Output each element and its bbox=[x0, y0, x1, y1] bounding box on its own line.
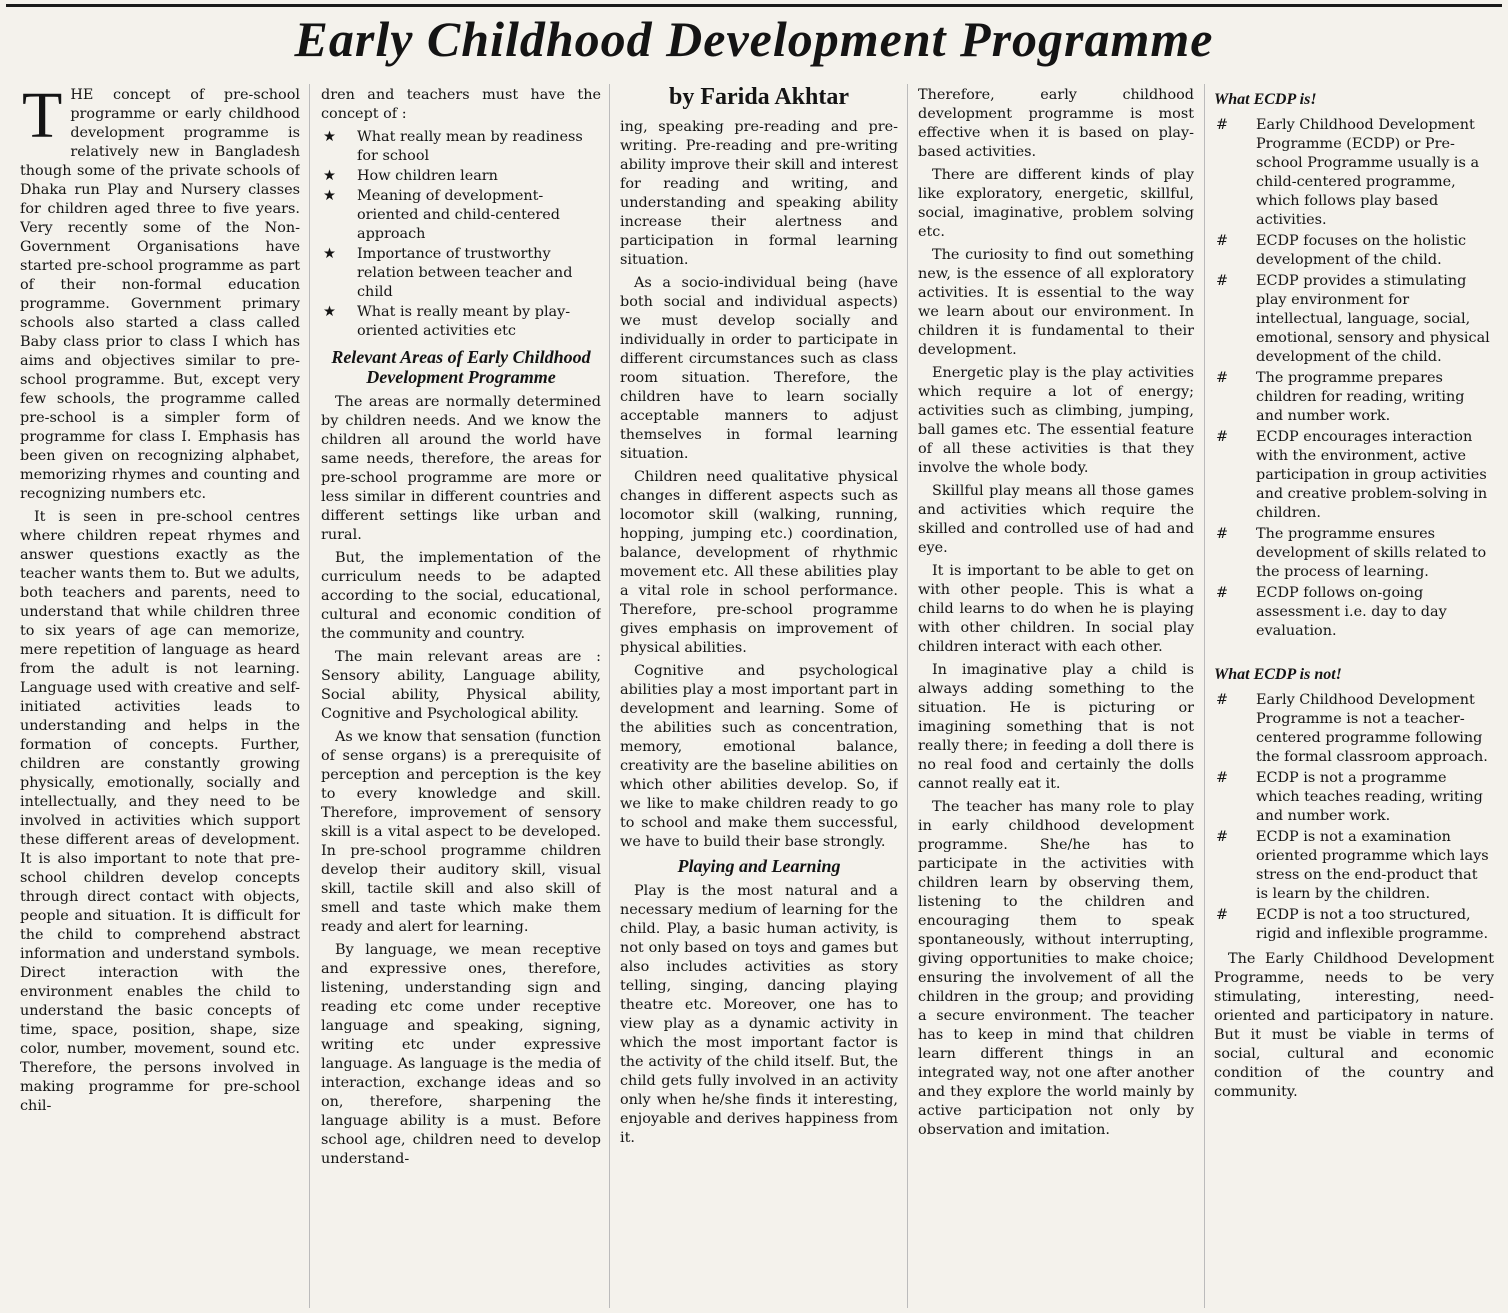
paragraph: ing, speaking pre-reading and pre-writing. Pre-reading and pre-writing ability improve their skill and interest for reading and writing, and understanding and speaking ability increase their alertness and participation in formal learning situation. bbox=[620, 119, 898, 268]
list-item-text: Importance of trustworthy relation between teacher and child bbox=[357, 246, 573, 300]
hash-bullet-icon: # bbox=[1216, 585, 1229, 601]
concept-list bbox=[321, 128, 601, 341]
list-item-text: ECDP provides a stimulating play environment for intellectual, language, social, emotional, sensory and physical development of the child. bbox=[1256, 273, 1490, 365]
paragraph: Play is the most natural and a necessary medium of learning for the child. Play, a basic human activity, is not only based on toys and games but also includes activities as story telling, singing, dancing playing theatre etc. Moreover, one has to view play as a dynamic activity in which the most important factor is the activity of the child itself. But, the child gets fully involved in an activity only when he/she finds it interesting, enjoyable and derives happiness from it. bbox=[620, 883, 898, 1146]
hash-bullet-icon: # bbox=[1216, 692, 1229, 708]
top-rule bbox=[6, 4, 1502, 7]
list-item-text: Early Childhood Development Programme (ECDP) or Pre-school Programme usually is a child-centered programme, which follows play based activities. bbox=[1256, 117, 1480, 228]
list-item bbox=[1214, 584, 1494, 641]
list-item bbox=[1214, 232, 1494, 270]
star-bullet-icon: ★ bbox=[323, 188, 336, 204]
list-item bbox=[321, 187, 601, 244]
paragraph: But, the implementation of the curriculum needs to be adapted according to the social, educational, cultural and economic condition of the community and country. bbox=[321, 550, 601, 642]
ecdp-is-not-list bbox=[1214, 691, 1494, 944]
list-item bbox=[1214, 691, 1494, 767]
article-title: Early Childhood Development Programme bbox=[294, 11, 1214, 67]
list-item-text: The programme prepares children for reading, writing and number work. bbox=[1256, 370, 1465, 424]
list-item-text: ECDP focuses on the holistic development of the child. bbox=[1256, 233, 1467, 268]
paragraph: As we know that sensation (function of sense organs) is a prerequisite of perception and perception is the key to every knowledge and skill. Therefore, improvement of sensory skill is a vital aspect to be developed. In pre-school programme children develop their auditory skill, visual skill, tactile skill and also skill of smell and taste which make them ready and alert for learning. bbox=[321, 729, 601, 935]
paragraph: As a socio-individual being (have both social and individual aspects) we must develop socially and individually in order to participate in different circumstances such as class room situation. Therefore, the children have to learn socially acceptable manners to adjust themselves in formal learning situation. bbox=[620, 275, 898, 462]
list-item bbox=[1214, 116, 1494, 230]
paragraph: It is important to be able to get on with other people. This is what a child learns to do when he is playing with other children. In social play children interact with each other. bbox=[918, 563, 1194, 655]
list-item-text: What really mean by readiness for school bbox=[357, 129, 583, 164]
column-4 bbox=[918, 86, 1194, 1308]
paragraph: Children need qualitative physical changes in different aspects such as locomotor skill (walking, running, hopping, jumping etc.) coordination, balance, development of rhythmic movement etc. All these abilities play a vital role in school performance. Therefore, pre-school programme gives emphasis on improvement of physical abilities. bbox=[620, 469, 898, 656]
list-item bbox=[1214, 525, 1494, 582]
list-item bbox=[1214, 428, 1494, 523]
paragraph: Cognitive and psychological abilities play a most important part in development and learning. Some of the abilities such as concentration, memory, emotional balance, creativity are the baseline abilities on which other abilities develop. So, if we like to make children ready to go to school and make them successful, we have to build their base strongly. bbox=[620, 663, 898, 850]
paragraph: Energetic play is the play activities which require a lot of energy; activities such as climbing, jumping, ball games etc. The essential feature of all these activities is that they involve the whole body. bbox=[918, 365, 1194, 476]
sidebar-heading: What ECDP is not! bbox=[1214, 666, 1342, 683]
list-item-text: The programme ensures development of skills related to the process of learning. bbox=[1256, 526, 1487, 580]
column-rule bbox=[609, 84, 610, 1308]
list-item-text: How children learn bbox=[357, 168, 498, 184]
column-2 bbox=[321, 86, 601, 1308]
paragraph: The teacher has many role to play in early childhood development programme. She/he has to participate in the activities with children learn by observing them, listening to the children and encouraging them to speak spontaneously, without interrupting, giving opportunities to make choice; ensuring the involvement of all the children in the group; and providing a secure environment. The teacher has to keep in mind that children learn different things in an integrated way, not one after another and they explore the world mainly by active participation not only by observation and imitation. bbox=[918, 799, 1194, 1138]
column-rule bbox=[1204, 84, 1205, 1308]
list-item bbox=[1214, 828, 1494, 904]
ecdp-is-list bbox=[1214, 116, 1494, 641]
column-rule bbox=[309, 84, 310, 1308]
list-item-text: ECDP is not a examination oriented programme which lays stress on the end-product that is learn by the children. bbox=[1256, 829, 1489, 902]
drop-cap: T bbox=[22, 86, 63, 152]
paragraph: The Early Childhood Development Programme, needs to be very stimulating, interesting, need-oriented and participatory in nature. But it must be viable in terms of social, cultural and economic condition of the country and community. bbox=[1214, 951, 1494, 1100]
byline: by Farida Akhtar bbox=[668, 86, 850, 110]
star-bullet-icon: ★ bbox=[323, 246, 336, 262]
column-rule bbox=[907, 84, 908, 1308]
column-3 bbox=[620, 86, 898, 1308]
hash-bullet-icon: # bbox=[1216, 829, 1229, 845]
star-bullet-icon: ★ bbox=[323, 168, 336, 184]
list-item-text: ECDP encourages interaction with the environment, active participation in group activities and creative problem-solving in children. bbox=[1256, 429, 1488, 521]
paragraph: The main relevant areas are : Sensory ability, Language ability, Social ability, Physical ability, Cognitive and Psychological ability. bbox=[321, 649, 601, 722]
list-item-text: Meaning of development-oriented and child-centered approach bbox=[357, 188, 561, 242]
paragraph: It is seen in pre-school centres where children repeat rhymes and answer questions exactly as the teacher wants them to. But we adults, both teachers and parents, need to understand that while children three to six years of age can memorize, mere repetition of language as heard from the adult is not learning. Language used with creative and self-initiated activities leads to understanding and helps in the formation of concepts. Further, children are constantly growing physically, emotionally, socially and intellectually, and they need to be involved in activities which support these different areas of development. It is also important to note that pre-school children develop concepts through direct contact with objects, people and situation. It is difficult for the child to comprehend abstract information and understand symbols. Direct interaction with the environment enables the child to understand the basic concepts of time, space, position, shape, size color, number, movement, sound etc. Therefore, the persons involved in making programme for pre-school chil- bbox=[20, 509, 300, 1114]
list-item bbox=[321, 128, 601, 166]
paragraph: dren and teachers must have the concept of : bbox=[321, 87, 601, 122]
list-item-text: ECDP is not a programme which teaches reading, writing and number work. bbox=[1256, 770, 1483, 824]
list-item bbox=[1214, 906, 1494, 944]
paragraph: The areas are normally determined by children needs. And we know the children all around the world have same needs, therefore, the areas for pre-school programme are more or less similar in different countries and different settings like urban and rural. bbox=[321, 394, 601, 543]
section-subhead: Playing and Learning bbox=[677, 856, 841, 876]
list-item bbox=[1214, 369, 1494, 426]
list-item-text: What is really meant by play-oriented activities etc bbox=[357, 304, 571, 339]
list-item-text: ECDP follows on-going assessment i.e. day to day evaluation. bbox=[1256, 585, 1447, 639]
list-item-text: Early Childhood Development Programme is not a teacher-centered programme following the formal classroom approach. bbox=[1256, 692, 1488, 765]
hash-bullet-icon: # bbox=[1216, 526, 1229, 542]
column-5 bbox=[1214, 86, 1494, 1308]
paragraph: In imaginative play a child is always adding something to the situation. He is picturing or imagining something that is not really there; in feeding a doll there is no real food and certainly the dolls cannot really eat it. bbox=[918, 662, 1194, 792]
paragraph: Skillful play means all those games and activities which require the skilled and controlled use of had and eye. bbox=[918, 483, 1194, 556]
hash-bullet-icon: # bbox=[1216, 770, 1229, 786]
list-item bbox=[321, 167, 601, 186]
hash-bullet-icon: # bbox=[1216, 273, 1229, 289]
paragraph: By language, we mean receptive and expressive ones, therefore, listening, understanding sign and reading etc come under receptive language and speaking, signing, writing etc under expressive language. As language is the media of interaction, exchange ideas and so on, therefore, sharpening the language ability is a must. Before school age, children need to develop understand- bbox=[321, 942, 601, 1167]
star-bullet-icon: ★ bbox=[323, 129, 336, 145]
lede-text: HE concept of pre-school programme or early childhood development programme is relatively new in Bangladesh though some of the private schools of Dhaka run Play and Nursery classes for children aged three to five years. Very recently some of the Non-Government Organisations have started pre-school programme as part of their non-formal education programme. Government primary schools also started a class called Baby class prior to class I which has aims and objectives similar to pre-school programme. But, except very few schools, the programme called pre-school is a simpler form of programme for class I. Emphasis has been given on recognizing alphabet, memorizing rhymes and counting and recognizing numbers etc. bbox=[20, 87, 300, 502]
hash-bullet-icon: # bbox=[1216, 117, 1229, 133]
section-subhead: Relevant Areas of Early Childhood Development Programme bbox=[331, 347, 591, 387]
hash-bullet-icon: # bbox=[1216, 429, 1229, 445]
hash-bullet-icon: # bbox=[1216, 233, 1229, 249]
list-item bbox=[321, 245, 601, 302]
paragraph: Therefore, early childhood development programme is most effective when it is based on play-based activities. bbox=[918, 87, 1194, 160]
hash-bullet-icon: # bbox=[1216, 370, 1229, 386]
lede-paragraph bbox=[20, 86, 300, 504]
column-1 bbox=[20, 86, 300, 1308]
list-item bbox=[1214, 769, 1494, 826]
hash-bullet-icon: # bbox=[1216, 907, 1229, 923]
list-item bbox=[1214, 272, 1494, 367]
sidebar-heading: What ECDP is! bbox=[1214, 91, 1317, 108]
paragraph: There are different kinds of play like exploratory, energetic, skillful, social, imaginative, problem solving etc. bbox=[918, 167, 1194, 240]
list-item bbox=[321, 303, 601, 341]
paragraph: The curiosity to find out something new, is the essence of all exploratory activities. It is essential to the way we learn about our environment. In children it is fundamental to their development. bbox=[918, 247, 1194, 358]
star-bullet-icon: ★ bbox=[323, 304, 336, 320]
list-item-text: ECDP is not a too structured, rigid and inflexible programme. bbox=[1256, 907, 1489, 942]
